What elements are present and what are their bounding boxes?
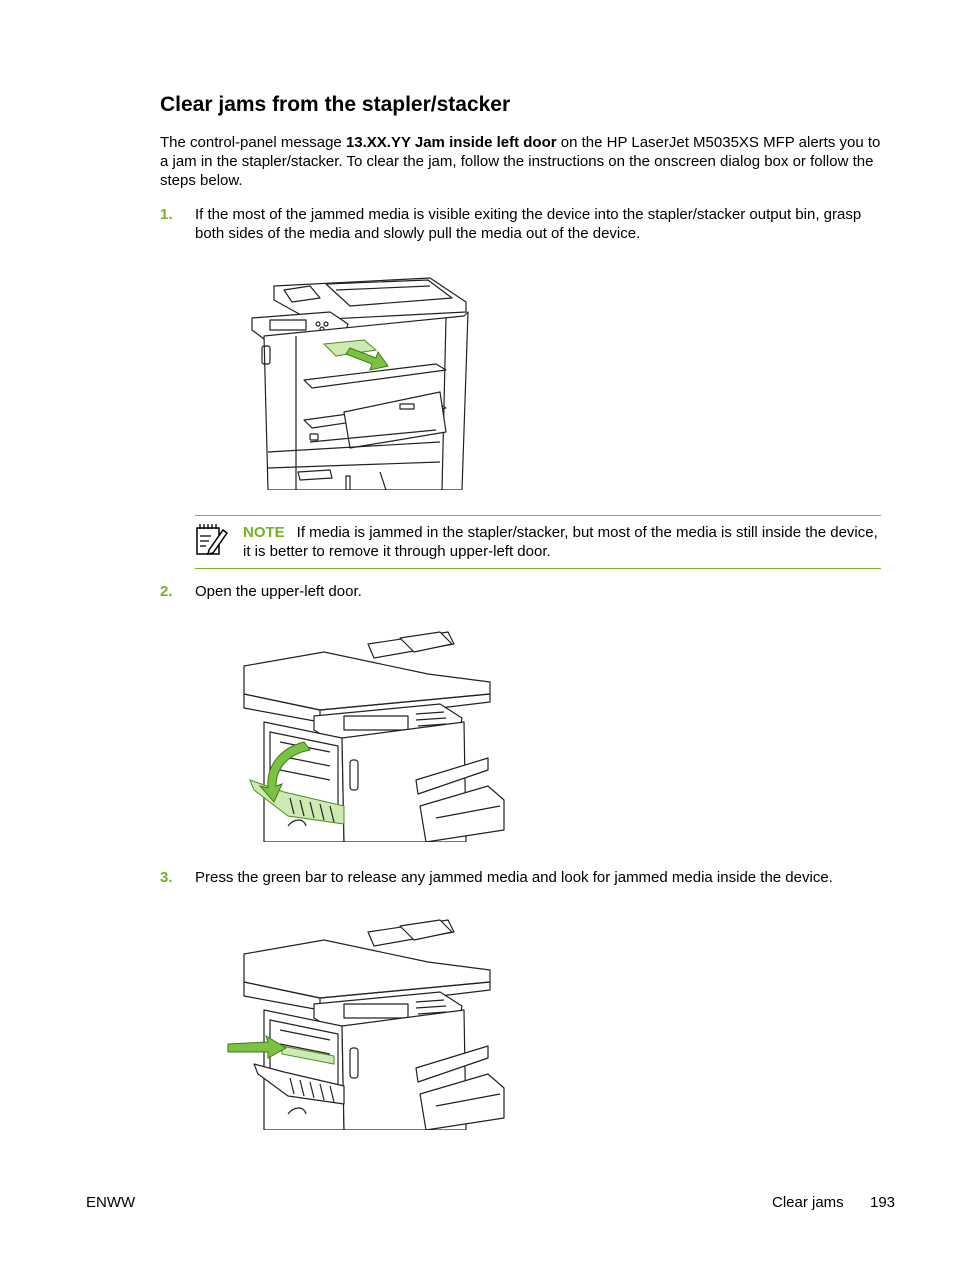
note-text-block [243, 523, 879, 561]
page-heading: Clear jams from the stapler/stacker [160, 93, 511, 116]
intro-paragraph [160, 133, 890, 190]
footer-enww: ENWW [86, 1194, 136, 1211]
step-3-number: 3. [160, 869, 173, 886]
footer-section: Clear jams [772, 1194, 844, 1211]
figure-open-upper-left-door [240, 630, 512, 842]
step-2-number: 2. [160, 583, 173, 600]
step-1-text: If the most of the jammed media is visible exiting the device into the stapler/stacker output bin, grasp both sides of the media and slowly pull the media out of the device. [195, 206, 862, 242]
figure-press-green-bar [224, 916, 512, 1130]
intro-text-start: The control-panel message [160, 134, 346, 151]
figure-stapler-output-jam [240, 272, 472, 490]
step-2-text: Open the upper-left door. [195, 583, 362, 600]
printer-illustration-2 [240, 630, 512, 842]
intro-text-end: on the HP LaserJet M5035XS MFP alerts you to a jam in the stapler/stacker. To clear the jam, follow the instructions on the onscreen dialog box or follow the steps below. [160, 134, 881, 189]
note-pencil-icon [195, 520, 229, 556]
note-body: If media is jammed in the stapler/stacker, but most of the media is still inside the device, it is better to remove it through upper-left door. [243, 524, 878, 560]
note-callout [195, 515, 881, 569]
intro-message: 13.XX.YY Jam inside left door [345, 134, 557, 151]
step-3-text: Press the green bar to release any jammed media and look for jammed media inside the device. [195, 869, 833, 886]
step-1-number: 1. [160, 206, 173, 223]
printer-illustration-3 [224, 916, 512, 1130]
footer-page-number: 193 [870, 1194, 896, 1211]
printer-illustration-1 [240, 272, 472, 490]
note-label: NOTE [243, 524, 285, 541]
